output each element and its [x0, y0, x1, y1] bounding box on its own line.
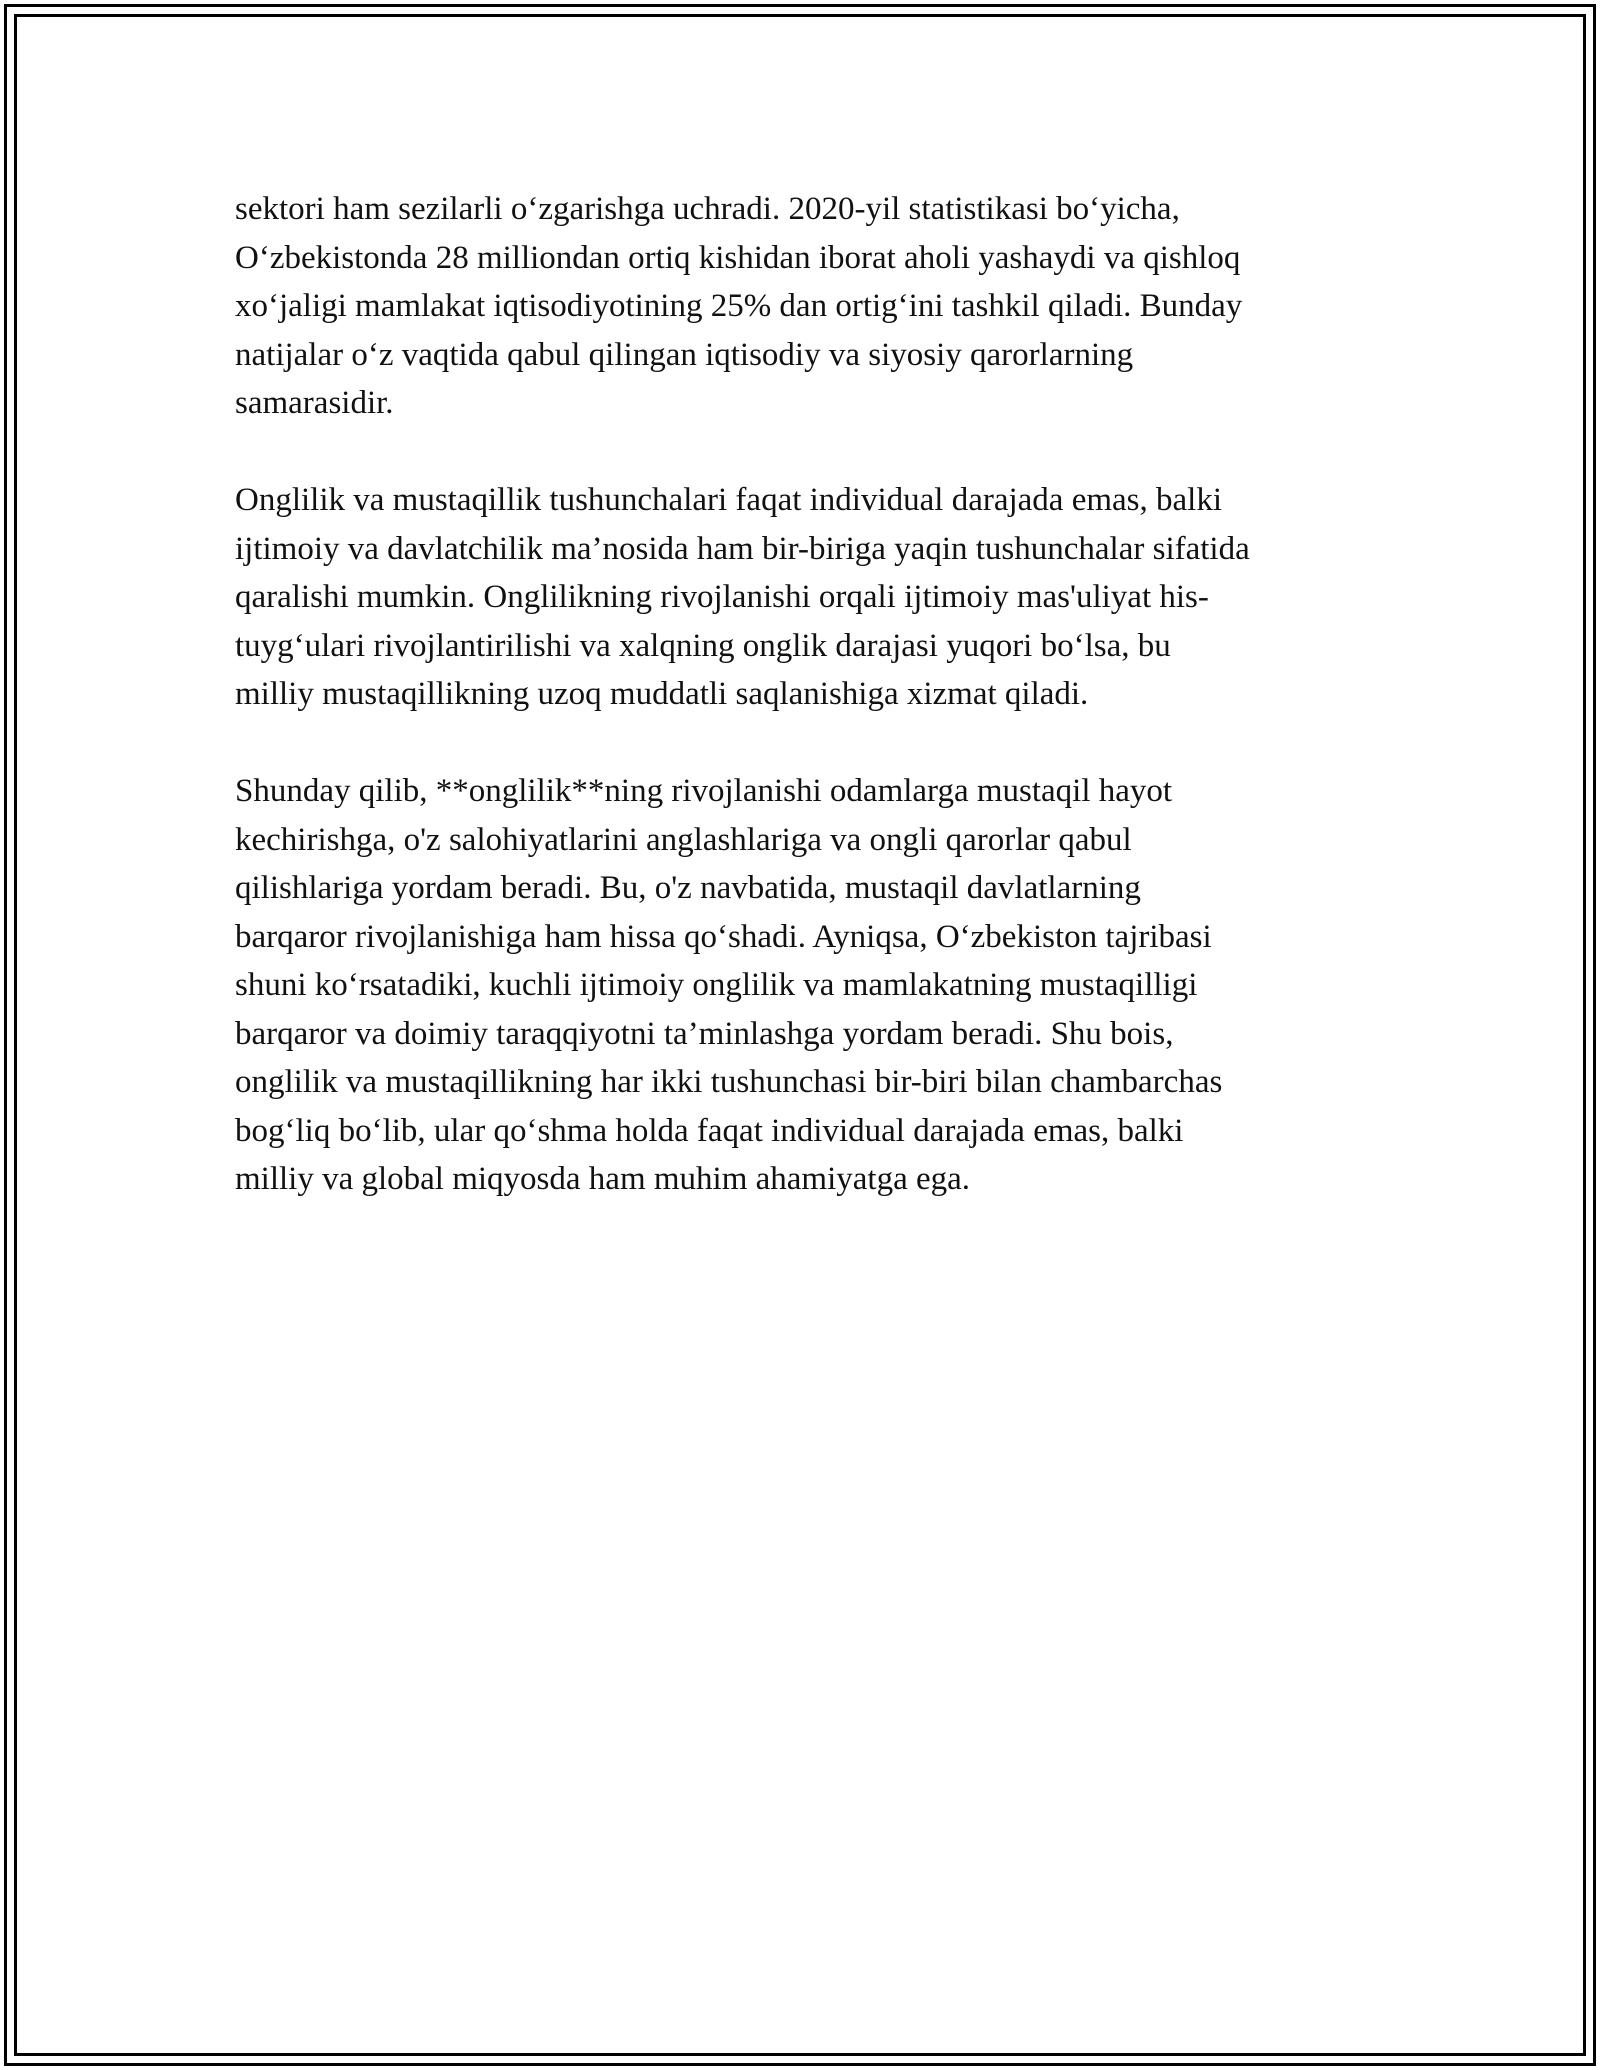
- document-body: [235, 185, 1375, 1252]
- text-line: shuni ko‘rsatadiki, kuchli ijtimoiy onglilik va mamlakatning mustaqilligi: [235, 967, 1198, 1003]
- text-line: milliy mustaqillikning uzoq muddatli saqlanishiga xizmat qiladi.: [235, 676, 1089, 712]
- text-line: Shunday qilib, **onglilik**ning rivojlanishi odamlarga mustaqil hayot: [235, 773, 1173, 809]
- text-line: bog‘liq bo‘lib, ular qo‘shma holda faqat individual darajada emas, balki: [235, 1112, 1184, 1149]
- text-line: qaralishi mumkin. Onglilikning rivojlanishi orqali ijtimoiy mas'uliyat his-: [235, 579, 1209, 615]
- text-line: qilishlariga yordam beradi. Bu, o'z navbatida, mustaqil davlatlarning: [235, 870, 1141, 906]
- text-line: xo‘jaligi mamlakat iqtisodiyotining 25% dan ortig‘ini tashkil qiladi. Bunday: [235, 288, 1243, 324]
- text-line: O‘zbekistonda 28 milliondan ortiq kishidan iborat aholi yashaydi va qishloq: [235, 239, 1241, 276]
- text-line: tuyg‘ulari rivojlantirilishi va xalqning onglik darajasi yuqori bo‘lsa, bu: [235, 627, 1171, 664]
- text-line: natijalar o‘z vaqtida qabul qilingan iqtisodiy va siyosiy qarorlarning: [235, 336, 1134, 373]
- text-line: barqaror va doimiy taraqqiyotni ta’minlashga yordam beradi. Shu bois,: [235, 1015, 1174, 1052]
- paragraph-1: [235, 185, 1375, 428]
- paragraph-3: [235, 767, 1375, 1204]
- text-line: milliy va global miqyosda ham muhim ahamiyatga ega.: [235, 1161, 971, 1197]
- text-line: sektori ham sezilarli o‘zgarishga uchradi. 2020-yil statistikasi bo‘yicha,: [235, 191, 1180, 227]
- paragraph-2: [235, 476, 1375, 719]
- text-line: Onglilik va mustaqillik tushunchalari faqat individual darajada emas, balki: [235, 482, 1222, 518]
- text-line: kechirishga, o'z salohiyatlarini anglashlariga va ongli qarorlar qabul: [235, 821, 1132, 858]
- text-line: samarasidir.: [235, 385, 394, 421]
- text-line: ijtimoiy va davlatchilik ma’nosida ham bir-biriga yaqin tushunchalar sifatida: [235, 530, 1250, 567]
- text-line: onglilik va mustaqillikning har ikki tushunchasi bir-biri bilan chambarchas: [235, 1064, 1223, 1100]
- text-line: barqaror rivojlanishiga ham hissa qo‘shadi. Ayniqsa, O‘zbekiston tajribasi: [235, 918, 1212, 955]
